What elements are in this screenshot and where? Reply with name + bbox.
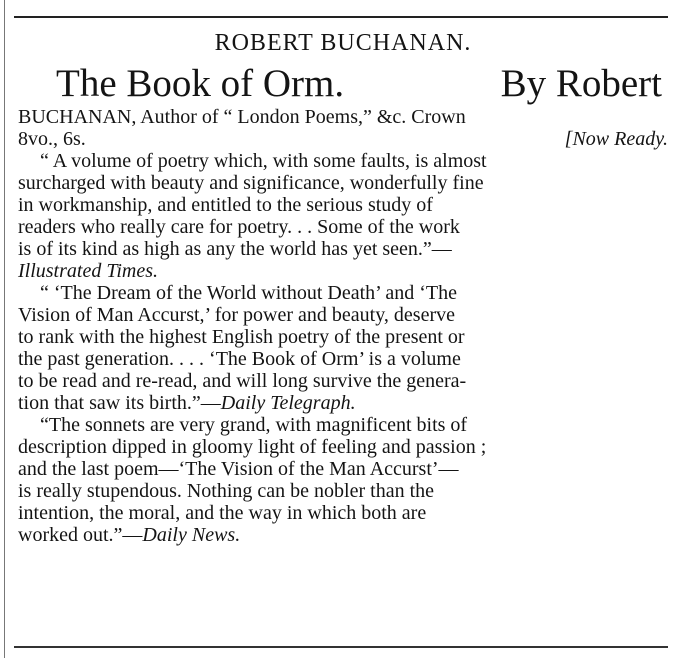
review-line: is of its kind as high as any the world has yet seen.”—: [18, 238, 452, 260]
review-source: Daily Telegraph.: [220, 392, 356, 414]
review-illustrated-times: [18, 150, 668, 282]
title-byline: By Robert: [500, 62, 662, 105]
top-rule: [14, 16, 668, 18]
review-line: “The sonnets are very grand, with magnificent bits of: [40, 414, 468, 436]
review-line: in workmanship, and entitled to the serious study of: [18, 194, 433, 216]
review-line: surcharged with beauty and significance, wonderfully fine: [18, 172, 484, 194]
review-line: intention, the moral, and the way in which both are: [18, 502, 427, 524]
format-text: 8vo., 6s.: [18, 128, 86, 150]
review-daily-telegraph: [18, 282, 668, 414]
review-line: “ ‘The Dream of the World without Death’ and ‘The: [40, 282, 457, 304]
review-line: to be read and re-read, and will long survive the genera-: [18, 370, 467, 392]
review-source: Illustrated Times.: [18, 260, 159, 282]
review-line: “ A volume of poetry which, with some faults, is almost: [40, 150, 487, 172]
advertisement: [18, 28, 668, 546]
bottom-rule: [14, 646, 668, 648]
author-heading: ROBERT BUCHANAN.: [214, 30, 472, 56]
review-line: description dipped in gloomy light of feeling and passion ;: [18, 436, 487, 458]
review-line: Vision of Man Accurst,’ for power and beauty, deserve: [18, 304, 455, 326]
review-line: to rank with the highest English poetry of the present or: [18, 326, 465, 348]
format-status-line: [18, 128, 668, 150]
review-line: is really stupendous. Nothing can be nobler than the: [18, 480, 435, 502]
status-text: [Now Ready.: [564, 128, 668, 150]
review-daily-news: [18, 414, 668, 546]
details-line: BUCHANAN, Author of “ London Poems,” &c. Crown: [18, 106, 466, 128]
review-text: worked out.”—: [18, 524, 143, 546]
review-text: tion that saw its birth.”—: [18, 392, 221, 414]
book-title: The Book of Orm.: [56, 62, 345, 105]
review-source: Daily News.: [142, 524, 241, 546]
title-line: [56, 62, 662, 106]
review-line: the past generation. . . . ‘The Book of Orm’ is a volume: [18, 348, 461, 370]
review-last-line: [18, 392, 668, 414]
review-line: readers who really care for poetry. . . Some of the work: [18, 216, 460, 238]
column-rule-left: [4, 0, 5, 658]
review-line: and the last poem—‘The Vision of the Man Accurst’—: [18, 458, 459, 480]
review-last-line: [18, 524, 668, 546]
